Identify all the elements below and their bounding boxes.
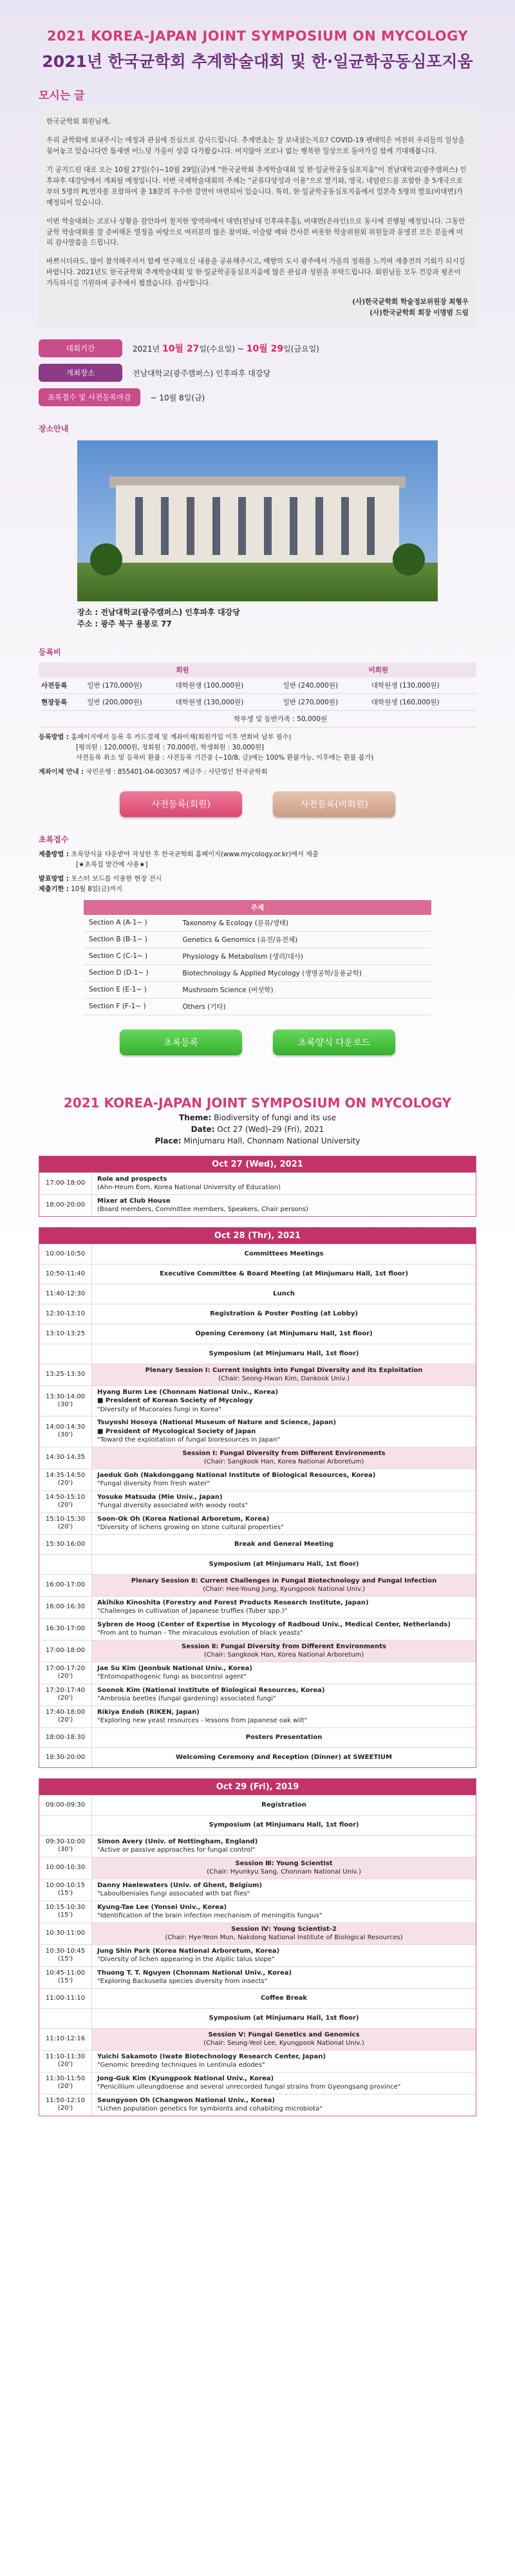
schedule-time: 10:00-10:30 — [39, 1857, 92, 1879]
table-row: Section F (F-1~ ) Others (기타) — [84, 998, 431, 1015]
greeting-title: 모시는 글 — [39, 89, 85, 102]
schedule-heading: Posters Presentation — [245, 1733, 323, 1741]
schedule-detail: (Chair: Seung-Yeol Lee, Kyungpook National Univ.) — [203, 2040, 364, 2047]
registration-buttons — [39, 791, 476, 817]
schedule-heading: Registration & Poster Posting (at Lobby) — [210, 1310, 358, 1317]
table-row — [39, 1684, 476, 1706]
table-row — [39, 2072, 476, 2094]
schedule-detail: "Lichen population genetics for symbionts and cohabiting microbiota" — [97, 2105, 323, 2113]
table-row: Section C (C-1~ ) Physiology & Metabolism (생리/대사) — [84, 948, 431, 964]
schedule-entry — [92, 1555, 476, 1574]
schedule-detail: "Diversity of lichen appearing in the Alpllic talus slope" — [97, 1956, 275, 1964]
table-row — [39, 1447, 476, 1469]
schedule-entry — [92, 2009, 476, 2028]
schedule-time: 16:30-17:00 — [39, 1619, 92, 1640]
schedule-time: 17:40-18:00 (20') — [39, 1706, 92, 1727]
schedule-day — [39, 1778, 476, 2116]
schedule-time: 11:10-12:16 — [39, 2029, 92, 2050]
schedule-time: 11:40-12:30 — [39, 1284, 92, 1304]
schedule-entry — [92, 1706, 476, 1727]
schedule-entry — [92, 1879, 476, 1901]
program-theme: Theme: Biodiversity of fungi and its use — [179, 1113, 336, 1122]
table-row — [39, 1640, 476, 1662]
register-member-button[interactable]: 사전등록(회원) — [120, 791, 242, 817]
fee-table — [39, 663, 476, 728]
schedule-entry — [92, 1857, 476, 1879]
schedule-time: 11:10-11:30 (20') — [39, 2051, 92, 2072]
table-row — [39, 1879, 476, 1901]
schedule-heading: Tsuyoshi Hosoya (National Museum of Nature and Science, Japan) ■ President of Mycological Society of Japan — [97, 1419, 337, 1435]
table-row: 학부생 및 동반가족 : 50,000원 — [39, 711, 476, 728]
table-row — [39, 1923, 476, 1944]
program-place: Place: Minjumaru Hall, Chonnam National University — [154, 1136, 360, 1145]
schedule-time: 15:30-16:00 — [39, 1535, 92, 1554]
schedule-entry — [92, 1597, 476, 1618]
table-row — [39, 1534, 476, 1554]
abstract-download-button[interactable]: 초록양식 다운로드 — [273, 1029, 395, 1055]
schedule-detail: "Exploring new yeast resources - lessons from Japanese oak wilt" — [97, 1717, 308, 1725]
schedule-time: 11:50-12:10 (20') — [39, 2094, 92, 2116]
schedule-entry — [92, 2073, 476, 2094]
schedule-time: 09:30-10:00 (30') — [39, 1836, 92, 1857]
schedule-detail: (Chair: Sangkook Han, Korea National Arboretum) — [203, 1651, 364, 1659]
schedule-time: 14:50-15:10 (20') — [39, 1491, 92, 1512]
table-row — [39, 2008, 476, 2028]
schedule-heading: Session Ⅳ: Young Scientist-2 — [231, 1925, 337, 1933]
schedule-time: 16:00-17:00 — [39, 1575, 92, 1596]
fee-notes: 등록방법 : 홈페이지에서 등록 후 카드결제 및 계좌이체(회원가입 이후 연회비 납부 필수) [평의원 : 120,000원, 정회원 : 70,000원, 학생회원 : 30,000원] 사전등록 취소 및 등록비 환불 : 사전등록 기간중 (~10/8, 금)에는 100% 환불가능, 이후에는 환불 불가) 계좌이체 안내 : 국민은행 : 855401-04-003057 예금주 : 사단법인 한국균학회 — [39, 734, 374, 776]
schedule-heading: Symposium (at Minjumaru Hall, 1st floor) — [209, 2014, 359, 2022]
fee-header-member: 회원 — [84, 663, 280, 677]
schedule-time: 12:30-13:10 — [39, 1304, 92, 1324]
schedule-heading: Coffee Break — [260, 1994, 308, 2002]
schedule-heading: Lunch — [273, 1290, 295, 1297]
table-row: Section B (B-1~ ) Genetics & Genomics (유전/유전체) — [84, 931, 431, 948]
table-row — [39, 1554, 476, 1574]
table-row — [39, 1618, 476, 1640]
schedule-entry — [92, 1901, 476, 1923]
schedule-entry — [92, 1641, 476, 1662]
schedule-entry — [92, 1491, 476, 1512]
date-row — [39, 339, 476, 357]
venue-label: 개최장소 — [39, 364, 122, 382]
greeting-paragraph: 바쁘시더라도, 많이 참석해주셔서 함께 연구해오신 내용을 공유해주시고, 예향의 도시 광주에서 가을의 정취를 느끼며 재충전의 기회가 되시길 바랍니다. 2021년도 한국균학회 추계학술대회 및 한·일균학공동심포지움에 많은 관심과 성원을 부탁드립니다. 회원님들 모두 건강과 평온이 가득하시길 기원하며 공주에서 뵙겠습니다. 감사합니다. — [46, 258, 465, 288]
schedule-detail: (Chair: Hye-Yeon Mun, Nakdong National Institute of Biological Resources) — [165, 1934, 403, 1942]
schedule-entry — [92, 2094, 476, 2116]
schedule-time: 10:00-10:50 — [39, 1245, 92, 1264]
schedule-day — [39, 1227, 476, 1768]
abstract-submit-button[interactable]: 초록등록 — [120, 1029, 242, 1055]
schedule-heading: Session Ⅰ: Fungal Diversity from Different Environments — [182, 1449, 386, 1457]
schedule-time: 14:30-14:35 — [39, 1447, 92, 1469]
program-schedule — [39, 1156, 476, 2116]
venue-address — [77, 606, 476, 630]
date-value: 2021년 10월 27일(수요일) ~ 10월 29일(금요일) — [133, 344, 319, 355]
schedule-time: 18:00-18:30 — [39, 1728, 92, 1747]
schedule-detail: "Entomopathogenic fungi as biocontrol agent" — [97, 1673, 247, 1681]
schedule-heading: Akihiko Kinoshita (Forestry and Forest Products Research Institute, Japan) — [97, 1599, 369, 1606]
abstract-title: 초록접수 — [39, 835, 69, 845]
schedule-heading: Jaeduk Goh (Nakdonggang National Institute of Biological Resources, Korea) — [97, 1471, 376, 1479]
schedule-heading: Danny Haelewaters (Univ. of Ghent, Belgium) — [97, 1881, 263, 1889]
table-row: Section D (D-1~ ) Biotechnology & Applied Mycology (생명공학/응용균학) — [84, 964, 431, 981]
schedule-entry — [92, 1816, 476, 1835]
schedule-time — [39, 1555, 92, 1574]
header — [39, 0, 476, 72]
schedule-entry — [92, 1469, 476, 1490]
fee-header-nonmember: 비회원 — [281, 663, 476, 677]
abstract-info: 제출방법 : 초록양식을 다운받아 작성한 후 한국균학회 홈페이지(www.mycology.or.kr)에서 제출 [★초록집 발간에 사용★] 발표방법 : 포스터 보드를 이용한 현장 전시 제출기한 : 10월 8일(금)까지 — [39, 851, 319, 893]
schedule-heading: Symposium (at Minjumaru Hall, 1st floor) — [209, 1821, 359, 1829]
schedule-day-title: Oct 29 (Fri), 2019 — [39, 1779, 476, 1795]
schedule-time: 11:00-11:10 — [39, 1989, 92, 2008]
program-title: 2021 KOREA-JAPAN JOINT SYMPOSIUM ON MYCOLOGY — [63, 1095, 452, 1111]
info-block — [39, 339, 476, 406]
table-row — [39, 1512, 476, 1534]
table-row — [39, 1264, 476, 1284]
schedule-entry — [92, 1324, 476, 1344]
table-row — [39, 1795, 476, 1815]
table-row — [39, 2028, 476, 2050]
schedule-heading: Rikiya Endoh (RIKEN, Japan) — [97, 1708, 200, 1716]
schedule-detail: "Challenges in cultivation of Japanese truffles (Tuber spp.)" — [97, 1608, 288, 1615]
schedule-detail: (Chair: Hee-Young Jung, Kyungpook National Univ.) — [202, 1586, 366, 1594]
table-row — [39, 1574, 476, 1596]
title-kr: 2021년 한국균학회 추계학술대회 및 한·일균학공동심포지움 — [42, 52, 473, 71]
table-row — [39, 1490, 476, 1512]
venue-title: 장소안내 — [39, 424, 69, 434]
schedule-entry — [92, 1245, 476, 1264]
schedule-entry — [92, 1575, 476, 1596]
schedule-detail: "Genomic breeding techniques in Lentinula edodes" — [97, 2062, 265, 2069]
topic-header: 주제 — [84, 900, 431, 915]
table-row — [39, 1244, 476, 1264]
schedule-entry — [92, 1173, 476, 1194]
deadline-label: 초록접수 및 사전등록마감 — [39, 388, 140, 406]
schedule-heading: Yuichi Sakamoto (Iwate Biotechnology Research Center, Japan) — [97, 2053, 326, 2060]
table-row: Section E (E-1~ ) Mushroom Science (버섯학) — [84, 981, 431, 998]
schedule-heading: Welcoming Ceremony and Reception (Dinner) at SWEETIUM — [176, 1753, 392, 1761]
venue-value: 전남대학교(광주캠퍼스) 인후파후 대강당 — [133, 368, 271, 378]
schedule-day-title: Oct 27 (Wed), 2021 — [39, 1156, 476, 1172]
schedule-detail: "Identification of the brain infection mechanism of meningitis fungus" — [97, 1912, 323, 1920]
schedule-heading: Seungyoon Oh (Changwon National Univ., Korea) — [97, 2096, 276, 2104]
greeting-letter — [39, 108, 476, 329]
schedule-time: 11:30-11:50 (20') — [39, 2073, 92, 2094]
signature-2: (사)한국균학회 회장 이명범 드림 — [370, 309, 469, 317]
abstract-buttons — [39, 1029, 476, 1055]
schedule-entry — [92, 1344, 476, 1364]
table-row — [39, 1747, 476, 1767]
schedule-heading: Kyung-Tae Lee (Yonsei Univ., Korea) — [97, 1903, 227, 1911]
schedule-heading: Break and General Meeting — [234, 1540, 334, 1548]
schedule-detail: "Ambrosia beetles (fungal gardening) associated fungi" — [97, 1695, 276, 1703]
schedule-entry — [92, 1619, 476, 1640]
table-row — [39, 1944, 476, 1966]
schedule-entry — [92, 1728, 476, 1747]
table-row — [39, 1469, 476, 1490]
venue-place: 장소 : 전남대학교(광주캠퍼스) 인후파후 대강당 — [77, 608, 240, 617]
schedule-time: 18:30-20:00 — [39, 1748, 92, 1767]
schedule-time: 15:10-15:30 (20') — [39, 1513, 92, 1534]
schedule-detail: "Exploring Backusella species diversity from insects" — [97, 1978, 268, 1986]
title-en: 2021 KOREA-JAPAN JOINT SYMPOSIUM ON MYCOLOGY — [46, 28, 469, 44]
schedule-detail: "Toward the exploitation of fungal bioresources in Japan" — [97, 1436, 280, 1444]
schedule-time: 13:25-13:30 — [39, 1364, 92, 1386]
schedule-time: 10:45-11:00 (15') — [39, 1967, 92, 1988]
schedule-detail: (Board members, Committee members, Speakers, Chair persons) — [97, 1206, 308, 1214]
schedule-time — [39, 1344, 92, 1364]
topic-table — [84, 900, 431, 1015]
schedule-heading: Plenary Session Ⅰ: Current Insights into Fungal Diversity and its Exploitation — [145, 1366, 423, 1374]
schedule-detail: "Fungal diversity from fresh water" — [97, 1480, 211, 1488]
schedule-entry — [92, 1989, 476, 2008]
schedule-time — [39, 1816, 92, 1835]
table-row — [39, 1386, 476, 1416]
schedule-heading: Session Ⅲ: Young Scientist — [235, 1859, 333, 1867]
table-row — [39, 2050, 476, 2072]
table-row — [39, 1815, 476, 1835]
schedule-time: 14:35-14:50 (20') — [39, 1469, 92, 1490]
greeting-paragraph: 이번 학술대회는 코로나 상황을 감안하여 철저한 방역하에서 대면(전남대 인후파후홀), 비대면(온라인)으로 동시에 진행될 예정입니다. 그동안 균학 학술대회를 잘 준비해온 열정을 바탕으로 여러분의 많은 참여와, 이슬람 예와 간사분 비롯한 학술위원회 위원들과 운영진 모든 분들께 미리 감사말씀을 드립니다. — [46, 217, 465, 247]
schedule-time: 10:30-11:00 — [39, 1923, 92, 1944]
schedule-entry — [92, 1945, 476, 1966]
schedule-detail: "From ant to human - The miraculous evolution of black yeasts" — [97, 1630, 303, 1637]
table-row — [39, 1706, 476, 1727]
schedule-heading: Role and prospects — [97, 1175, 167, 1183]
schedule-heading: Hyang Burm Lee (Chonnam National Univ., Korea) ■ President of Korean Society of Mycology — [97, 1388, 279, 1405]
table-row — [39, 1304, 476, 1324]
schedule-detail: (Ahn-Heum Eom, Korea National University of Education) — [97, 1184, 281, 1192]
table-row: 사전등록 일반 (170,000원) 대학원생 (100,000원) 일반 (240,000원) 대학원생 (130,000원) — [39, 677, 476, 694]
venue-photo — [77, 440, 438, 601]
greeting-paragraph: 우리 균학회에 보내주시는 애정과 관심에 진심으로 감사드립니다. 추계면초는 잘 보내셨는지요? COVID-19 팬데믹은 여전히 우리들의 일상을 묶어놓고 있습니다만 틈새엔 어느덧 가을이 성큼 다가왔습니다. 머지않아 코로나 없는 행복한 일상으로 돌아가길 함께 기대해봅니다. — [46, 136, 465, 155]
schedule-entry — [92, 1386, 476, 1416]
schedule-time: 09:00-09:30 — [39, 1796, 92, 1815]
schedule-time: 10:00-10:15 (15') — [39, 1879, 92, 1901]
table-row: Section A (A-1~ ) Taxonomy & Ecology (분류/생태) — [84, 915, 431, 932]
program-date: Date: Oct 27 (Wed)–29 (Fri), 2021 — [191, 1124, 324, 1134]
schedule-heading: Plenary Session Ⅱ: Current Challenges in Fungal Biotechnology and Fungal Infection — [131, 1577, 437, 1584]
schedule-heading: Jung Shin Park (Korea National Arboretum, Korea) — [97, 1947, 280, 1955]
schedule-detail: (Chair: Seong-Hwan Kim, Dankook Univ.) — [218, 1375, 350, 1383]
program-header — [39, 1095, 476, 1145]
table-row — [39, 1416, 476, 1447]
schedule-entry — [92, 1748, 476, 1767]
schedule-entry — [92, 1535, 476, 1554]
schedule-detail: "Penicillium ulleungdoense and several unrecorded fungal strains from Gyeongsang province" — [97, 2083, 401, 2091]
schedule-heading: Soonok Kim (National Institute of Biological Resources, Korea) — [97, 1686, 325, 1694]
schedule-heading: Jae Su Kim (Jeonbuk National Univ., Korea) — [97, 1664, 252, 1672]
schedule-heading: Symposium (at Minjumaru Hall, 1st floor) — [209, 1349, 359, 1357]
table-row — [39, 1727, 476, 1747]
schedule-entry — [92, 1364, 476, 1386]
schedule-detail: "Fungal diversity associated with woody roots" — [97, 1502, 248, 1510]
schedule-entry — [92, 1684, 476, 1706]
greeting-paragraph: 기 공지드린 대로 오는 10월 27일(수)~10월 29일(금)에 "한국균학회 추계학술대회 및 한·일균학공동심포지움"이 전남대학교(광주캠퍼스) 인후파후 대강당에서 개최될 예정입니다. 이번 국제학술대회의 주제는 "균류다양성과 이용"으로 발기와, 영국, 네덜란드를 포함한 총 5개국으로부터 5명의 PL연자를 포함하여 총 18분의 우수한 강연이 마련되어 있습니다. 특히, 한·일균학공동심포지움에서 일본측 5명의 발표(비대면)가 예정되어 있습니다. — [46, 165, 467, 207]
table-row — [39, 1284, 476, 1304]
table-row — [39, 1344, 476, 1364]
table-row — [39, 1172, 476, 1194]
schedule-time: 13:10-13:25 — [39, 1324, 92, 1344]
schedule-entry — [92, 1416, 476, 1447]
venue-street: 주소 : 광주 북구 용봉로 77 — [77, 619, 172, 629]
table-row — [39, 1835, 476, 1857]
schedule-heading: Simon Avery (Univ. of Nottingham, England) — [97, 1838, 258, 1845]
signature-1: (사)한국균학회 학술정보위원장 최형우 — [352, 298, 469, 306]
schedule-time — [39, 2009, 92, 2028]
schedule-time: 10:15-10:30 (15') — [39, 1901, 92, 1923]
table-row: 현장등록 일반 (200,000원) 대학원생 (130,000원) 일반 (270,000원) 대학원생 (160,000원) — [39, 694, 476, 711]
schedule-time: 17:20-17:40 (20') — [39, 1684, 92, 1706]
schedule-entry — [92, 1796, 476, 1815]
schedule-heading: Sybren de Hoog (Center of Expertise in Mycology of Radboud Univ., Medical Center, Netherlands) — [97, 1621, 451, 1628]
schedule-time: 14:00-14:30 (30') — [39, 1416, 92, 1447]
schedule-heading: Soon-Ok Oh (Korea National Arboretum, Korea) — [97, 1515, 270, 1523]
schedule-heading: Opening Ceremony (at Minjumaru Hall, 1st floor) — [195, 1330, 373, 1337]
schedule-heading: Registration — [261, 1801, 306, 1809]
table-row — [39, 1364, 476, 1386]
schedule-entry — [92, 2029, 476, 2050]
table-row — [39, 1662, 476, 1684]
schedule-heading: Thuong T. T. Nguyen (Chonnam National Univ., Korea) — [97, 1969, 292, 1977]
schedule-detail: "Diversity of lichens growing on stone cultural properties" — [97, 1524, 284, 1532]
table-row — [39, 1857, 476, 1879]
table-row — [39, 2094, 476, 2116]
schedule-time: 17:00-18:00 — [39, 1641, 92, 1662]
schedule-heading: Symposium (at Minjumaru Hall, 1st floor) — [209, 1560, 359, 1568]
deadline-value: ~ 10월 8일(금) — [150, 393, 205, 402]
table-row — [39, 1988, 476, 2008]
schedule-time: 18:00-20:00 — [39, 1195, 92, 1216]
deadline-row — [39, 388, 476, 406]
schedule-time: 10:50-11:40 — [39, 1264, 92, 1284]
date-label: 대회기간 — [39, 339, 122, 357]
schedule-heading: Session Ⅱ: Fungal Diversity from Different Environments — [182, 1642, 386, 1650]
schedule-entry — [92, 1447, 476, 1469]
schedule-entry — [92, 1304, 476, 1324]
schedule-entry — [92, 1195, 476, 1216]
schedule-time: 10:30-10:45 (15') — [39, 1945, 92, 1966]
schedule-entry — [92, 1923, 476, 1944]
table-row — [39, 1596, 476, 1618]
venue-row — [39, 364, 476, 382]
schedule-detail: "Laboulbeniales fungi associated with bat flies" — [97, 1890, 250, 1898]
fees-title: 등록비 — [39, 648, 61, 657]
schedule-entry — [92, 1264, 476, 1284]
schedule-entry — [92, 2051, 476, 2072]
greeting-paragraph: 한국균학회 회원님께, — [46, 118, 110, 126]
schedule-time: 16:00-16:30 — [39, 1597, 92, 1618]
schedule-heading: Yosuke Matsuda (Mie Univ., Japan) — [97, 1493, 223, 1501]
schedule-detail: "Diversity of Mucorales fungi in Korea" — [97, 1406, 221, 1413]
schedule-time: 17:00-18:00 — [39, 1173, 92, 1194]
register-nonmember-button[interactable]: 사전등록(비회원) — [273, 791, 395, 817]
schedule-entry — [92, 1836, 476, 1857]
schedule-entry — [92, 1967, 476, 1988]
schedule-heading: Jong-Guk Kim (Kyungpook National Univ., Korea) — [97, 2074, 274, 2082]
schedule-detail: (Chair: Hyunkyu Sang, Chonnam National Univ.) — [207, 1868, 361, 1876]
table-row — [39, 1194, 476, 1216]
schedule-heading: Committees Meetings — [244, 1250, 324, 1257]
table-row — [39, 1966, 476, 1988]
schedule-entry — [92, 1513, 476, 1534]
schedule-time: 17:00-17:20 (20') — [39, 1662, 92, 1684]
schedule-detail: "Active or passive approaches for fungal control" — [97, 1847, 256, 1854]
table-row — [39, 1324, 476, 1344]
schedule-heading: Session Ⅴ: Fungal Genetics and Genomics — [208, 2031, 360, 2038]
schedule-day — [39, 1156, 476, 1217]
schedule-entry — [92, 1284, 476, 1304]
schedule-detail: (Chair: Sangkook Han, Korea National Arboretum) — [203, 1458, 364, 1466]
schedule-heading: Executive Committee & Board Meeting (at Minjumaru Hall, 1st floor) — [159, 1270, 409, 1277]
schedule-entry — [92, 1662, 476, 1684]
schedule-heading: Mixer at Club House — [97, 1197, 171, 1205]
schedule-day-title: Oct 28 (Thr), 2021 — [39, 1228, 476, 1244]
schedule-time: 13:30-14:00 (30') — [39, 1386, 92, 1416]
table-row — [39, 1901, 476, 1923]
